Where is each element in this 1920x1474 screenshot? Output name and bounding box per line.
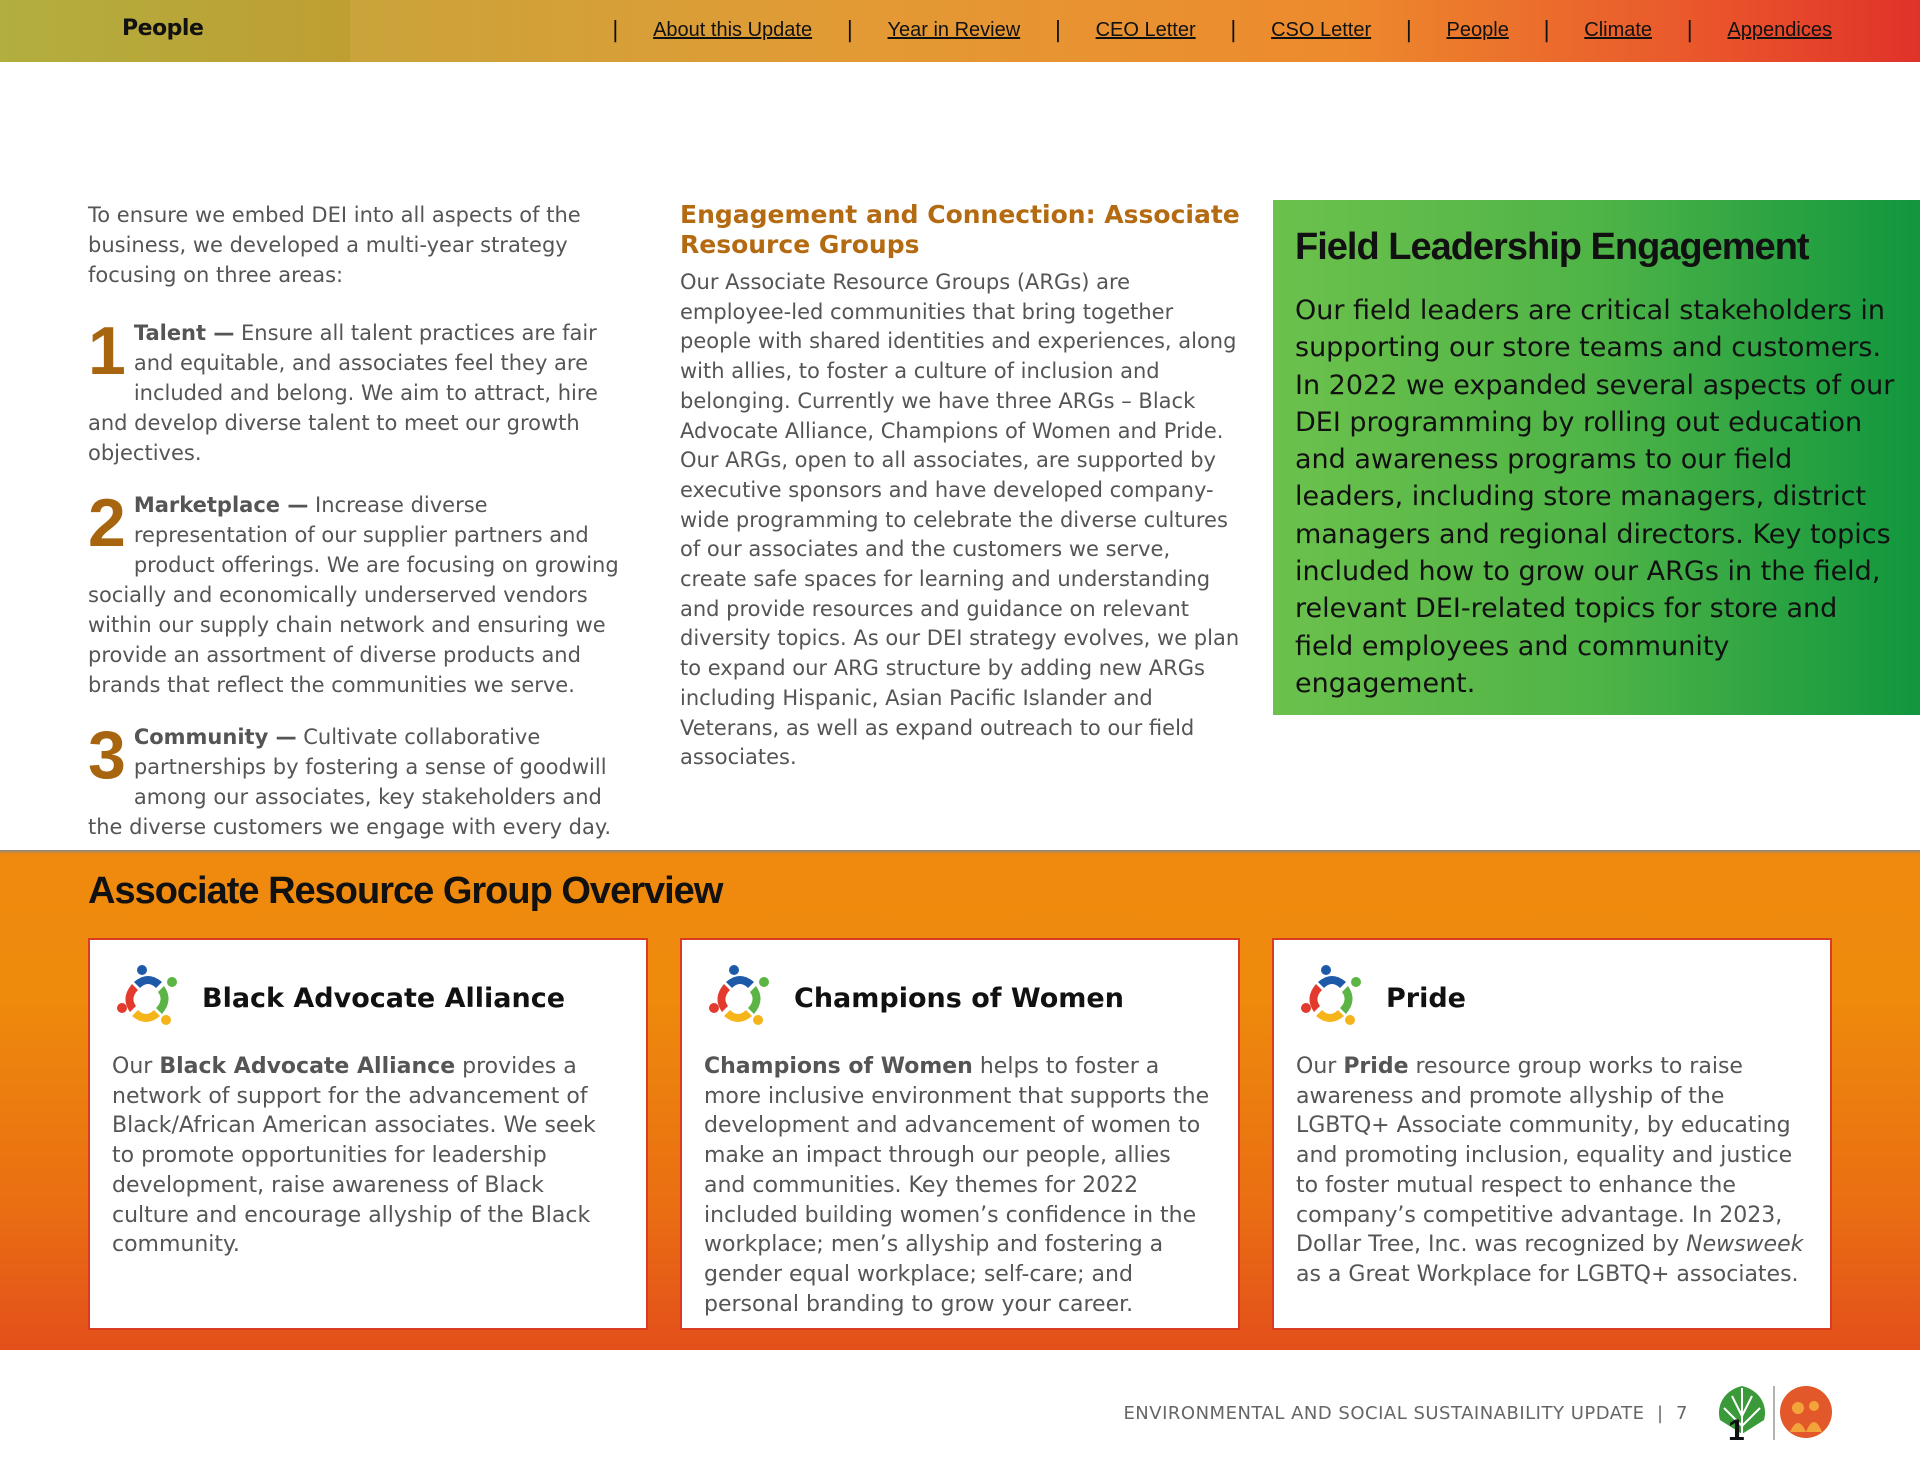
section-label: People	[122, 16, 204, 41]
nav-link-people[interactable]: People	[1446, 19, 1509, 41]
strategy-text: Increase diverse representation of our supplier partners and product offerings. We are focusing on growing socially and economically underserved vendors within our supply chain network and ensuring we provide an assortment of diverse products and brands that reflect the communities we serve.	[88, 493, 619, 697]
top-nav-bar	[0, 0, 1920, 62]
card-title: Champions of Women	[794, 982, 1124, 1014]
strategy-heading: Talent —	[133, 321, 235, 345]
footer-title: ENVIRONMENTAL AND SOCIAL SUSTAINABILITY UPDATE	[1123, 1403, 1645, 1424]
strategy-column	[88, 200, 628, 864]
arg-card-champions-of-women	[680, 938, 1240, 1330]
section-tab	[0, 0, 350, 62]
card-title: Pride	[1386, 982, 1466, 1014]
logo-digit: 1	[1728, 1414, 1745, 1442]
arg-body: Our Associate Resource Groups (ARGs) are employee-led communities that bring together people with shared identities and experiences, along with allies, to foster a culture of inclusion and belonging. Currently we have three ARGs – Black Advocate Alliance, Champions of Women and Pride. Our ARGs, open to all associates, are supported by executive sponsors and have developed company-wide programming to celebrate the diverse cultures of our associates and the customers we serve, create safe spaces for learning and understanding and provide resources and guidance on relevant diversity topics. As our DEI strategy evolves, we plan to expand our ARG structure by adding new ARGs including Hispanic, Asian Pacific Islander and Veterans, as well as expand outreach to our field associates.	[680, 270, 1240, 770]
strategy-heading: Marketplace —	[133, 493, 309, 517]
page-number: 7	[1676, 1403, 1688, 1424]
arg-card-black-advocate-alliance	[88, 938, 648, 1330]
field-leadership-callout	[1273, 200, 1920, 715]
arg-heading: Engagement and Connection: Associate Resource Groups	[680, 200, 1240, 259]
callout-body: Our field leaders are critical stakeholders in supporting our store teams and customers. In 2022 we expanded several aspects of our DEI programming by rolling out education and awareness programs to our field leaders, including store managers, district managers and regional directors. Key topics included how to grow our ARGs in the field, relevant DEI-related topics for store and field employees and community engagement.	[1295, 295, 1895, 699]
strategy-text: Ensure all talent practices are fair and equitable, and associates feel they are included and belong. We aim to attract, hire and develop diverse talent to meet our growth objectives.	[88, 321, 598, 465]
card-body: Champions of Women helps to foster a more inclusive environment that supports the development and advancement of women to make an impact through our people, allies and communities. Key themes for 2022 included building women’s confidence in the workplace; men’s allyship and fostering a gender equal workplace; self-care; and personal branding to grow your career.	[704, 1054, 1210, 1317]
strategy-text: Cultivate collaborative partnerships by fostering a sense of goodwill among our associates, key stakeholders and the diverse customers we engage with every day.	[88, 725, 611, 839]
arg-card-pride	[1272, 938, 1832, 1330]
arg-overview-band	[0, 850, 1920, 1350]
strategy-number: 3	[88, 717, 126, 793]
strategy-number: 2	[88, 485, 126, 561]
strategy-area-community	[88, 717, 628, 842]
strategy-heading: Community —	[133, 725, 297, 749]
card-body: Our Pride resource group works to raise awareness and promote allyship of the LGBTQ+ Associate community, by educating and promoting inclusion, equality and justice to foster mutual respect to enhance the company’s competitive advantage. In 2023, Dollar Tree, Inc. was recognized by Newsweek as a Great Workplace for LGBTQ+ associates.	[1296, 1054, 1804, 1287]
footer-text	[1123, 1403, 1688, 1424]
nav-link-about[interactable]: About this Update	[653, 19, 813, 41]
callout-title: Field Leadership Engagement	[1295, 226, 1809, 268]
strategy-area-talent	[88, 313, 628, 468]
nav-link-climate[interactable]: Climate	[1584, 19, 1653, 41]
arg-logo-icon	[112, 962, 184, 1034]
nav-link-year-in-review[interactable]: Year in Review	[887, 19, 1021, 41]
footer-separator: |	[1657, 1403, 1664, 1424]
nav-link-cso-letter[interactable]: CSO Letter	[1271, 19, 1372, 41]
strategy-area-marketplace	[88, 485, 628, 700]
nav-link-ceo-letter[interactable]: CEO Letter	[1095, 19, 1196, 41]
card-title: Black Advocate Alliance	[202, 982, 566, 1014]
strategy-number: 1	[88, 313, 126, 389]
overview-title: Associate Resource Group Overview	[88, 870, 723, 912]
card-body: Our Black Advocate Alliance provides a network of support for the advancement of Black/African American associates. We seek to promote opportunities for leadership development, raise awareness of Black culture and encourage allyship of the Black community.	[112, 1054, 596, 1258]
strategy-intro: To ensure we embed DEI into all aspects of the business, we developed a multi-year strategy focusing on three areas:	[88, 203, 581, 287]
nav-links: | About this Update | Year in Review | CEO Letter | CSO Letter | People | Climate | Appendices	[611, 18, 1832, 43]
nav-link-appendices[interactable]: Appendices	[1727, 19, 1832, 41]
arg-logo-icon	[1296, 962, 1368, 1034]
arg-logo-icon	[704, 962, 776, 1034]
company-logo-icon	[1712, 1382, 1836, 1442]
arg-column	[680, 200, 1240, 773]
